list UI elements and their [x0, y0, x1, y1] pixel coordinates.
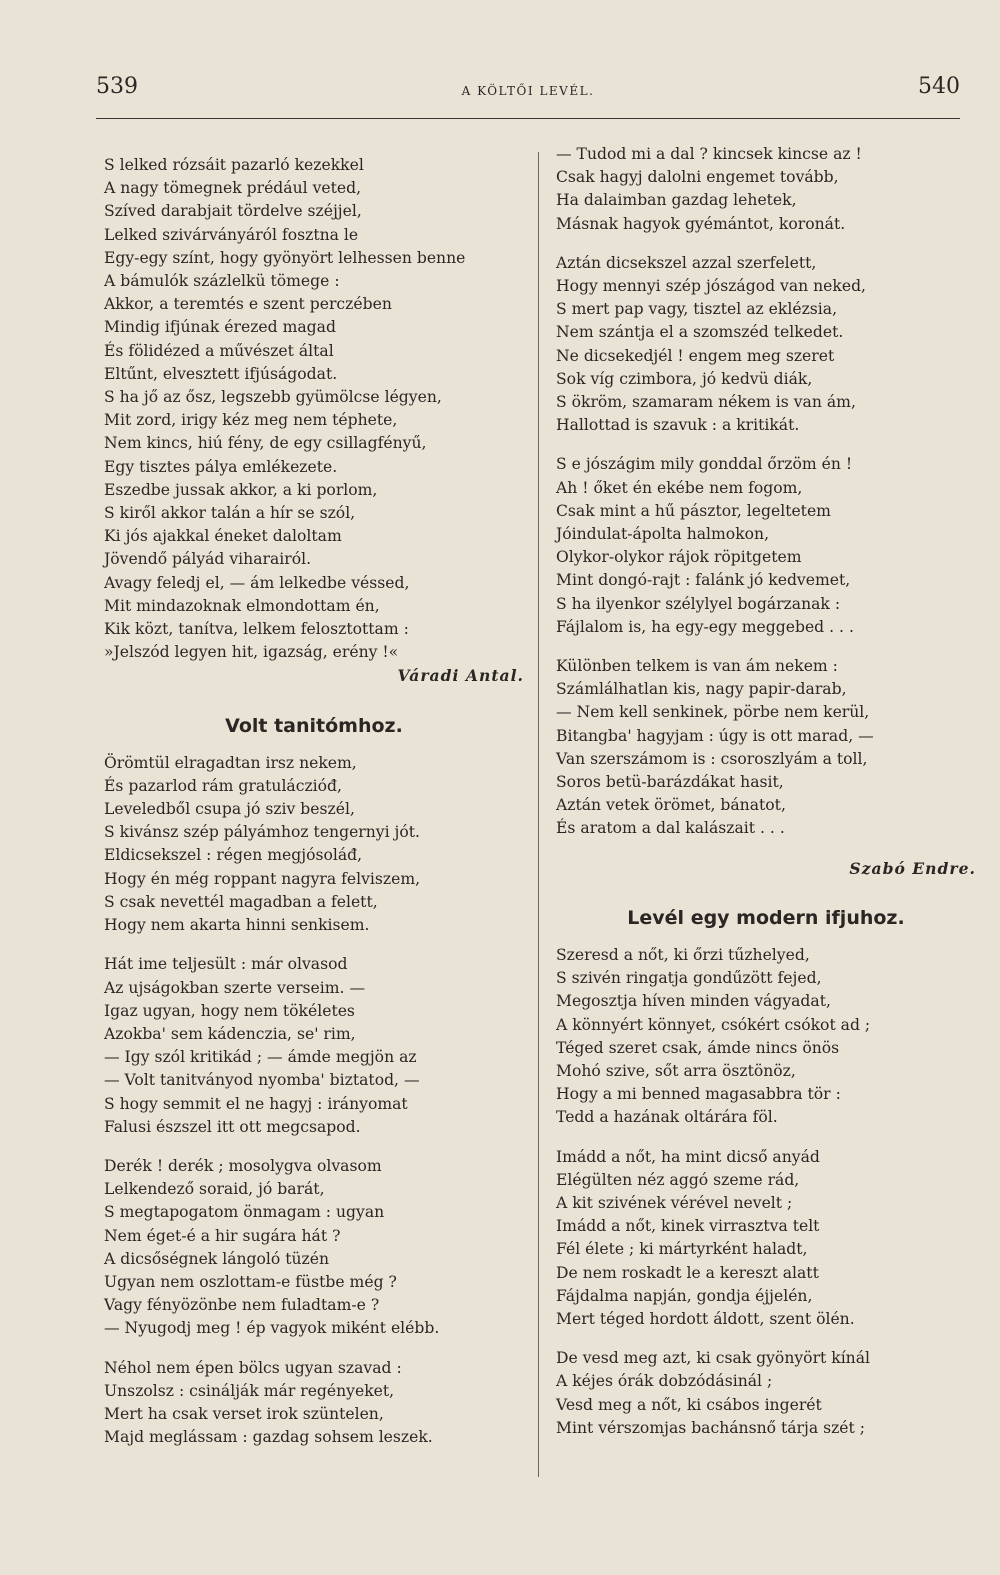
poem-2-body	[104, 752, 524, 1450]
verse-line: Hogy nem akarta hinni senkisem.	[104, 916, 370, 935]
verse-line: És pazarlod rám gratuláczióđ,	[104, 776, 342, 795]
verse-line: — Volt tanitványod nyomba' biztatod, —	[104, 1071, 420, 1090]
verse-line: S kivánsz szép pályámhoz tengernyi jót.	[104, 823, 420, 842]
verse-line: S ha ilyenkor szélylyel bogárzanak :	[556, 594, 841, 613]
verse-line: Igaz ugyan, hogy nem tökéletes	[104, 1001, 355, 1020]
verse-line: Fájlalom is, ha egy-egy meggebed . . .	[556, 617, 854, 636]
verse-line: Lelkendező soraid, jó barát,	[104, 1180, 325, 1199]
verse-line: Aztán dicsekszel azzal szerfelett,	[556, 253, 817, 272]
stanza	[556, 944, 976, 1130]
verse-line: Hát ime teljesült : már olvasod	[104, 955, 348, 974]
verse-line: Fájdalma napján, gondja éjjelén,	[556, 1286, 813, 1305]
verse-line: S szivén ringatja gondűzött fejed,	[556, 969, 822, 988]
verse-line: S e jószágim mily gonddal őrzöm én !	[556, 455, 853, 474]
verse-line: Másnak hagyok gyémántot, koronát.	[556, 214, 846, 233]
verse-line: Imádd a nőt, kinek virrasztva telt	[556, 1217, 820, 1236]
verse-line: — Igy szól kritikád ; — ámde megjön az	[104, 1048, 417, 1067]
verse-line: Mint vérszomjas bachánsnő tárja szét ;	[556, 1418, 866, 1437]
verse-line: Olykor-olykor rájok röpitgetem	[556, 548, 802, 567]
verse-line: Eldicsekszel : régen megjósoláđ,	[104, 846, 363, 865]
verse-line: Mert téged hordott áldott, szent ölén.	[556, 1309, 855, 1328]
verse-line: A könnyért könnyet, csókért csókot ad ;	[556, 1015, 871, 1034]
verse-line: Hogy én még roppant nagyra felviszem,	[104, 869, 421, 888]
verse-line: Szíved darabjait tördelve széjjel,	[104, 202, 362, 221]
verse-line: Mit mindazoknak elmondottam én,	[104, 596, 380, 615]
verse-line: Akkor, a teremtés e szent perczében	[104, 295, 392, 314]
verse-line: Egy tisztes pálya emlékezete.	[104, 457, 338, 476]
poem-2-signature: Szabó Endre.	[849, 858, 976, 878]
verse-line: Az ujságokban szerte verseim. —	[104, 978, 366, 997]
verse-line: Derék ! derék ; mosolygva olvasom	[104, 1156, 382, 1175]
stanza	[556, 143, 976, 236]
verse-line: Lelked szivárványáról fosztna le	[104, 225, 359, 244]
poem-1-body	[104, 154, 524, 664]
verse-line: Ah ! őket én ekébe nem fogom,	[556, 478, 803, 497]
verse-line: S mert pap vagy, tisztel az eklézsia,	[556, 300, 838, 319]
verse-line: Azokba' sem kádenczia, se' rim,	[104, 1024, 356, 1043]
verse-line: Unszolsz : csinálják már regényeket,	[104, 1381, 395, 1400]
verse-line: Jövendő pályád viharairól.	[104, 550, 312, 569]
poem-3-body	[556, 944, 976, 1440]
verse-line: S megtapogatom önmagam : ugyan	[104, 1203, 385, 1222]
verse-line: Majd meglássam : gazdag sohsem leszek.	[104, 1428, 433, 1447]
stanza	[556, 252, 976, 438]
poem-1-signature: Váradi Antal.	[397, 666, 524, 686]
verse-line: Megosztja híven minden vágyadat,	[556, 992, 831, 1011]
verse-line: A kit szivének vérével nevelt ;	[556, 1193, 793, 1212]
verse-line: Téged szeret csak, ámde nincs önös	[556, 1038, 840, 1057]
verse-line: Eltűnt, elvesztett ifjúságodat.	[104, 364, 338, 383]
verse-line: Örömtül elragadtan irsz nekem,	[104, 753, 357, 772]
verse-line: Ugyan nem oszlottam-e füstbe még ?	[104, 1272, 397, 1291]
verse-line: Nem éget-é a hir sugára hát ?	[104, 1226, 341, 1245]
verse-line: Eszedbe jussak akkor, a ki porlom,	[104, 480, 378, 499]
verse-line: Mindig ifjúnak érezed magad	[104, 318, 336, 337]
verse-line: Nem szántja el a szomszéd telkedet.	[556, 323, 844, 342]
verse-line: Különben telkem is van ám nekem :	[556, 657, 838, 676]
verse-line: Hogy mennyi szép jószágod van neked,	[556, 277, 867, 296]
verse-line: A bámulók százlelkü tömege :	[104, 272, 340, 291]
verse-line: Ha dalaimban gazdag lehetek,	[556, 191, 797, 210]
verse-line: Elégülten néz aggó szeme rád,	[556, 1170, 800, 1189]
verse-line: Néhol nem épen bölcs ugyan szavad :	[104, 1358, 402, 1377]
verse-line: — Nem kell senkinek, pörbe nem kerül,	[556, 703, 870, 722]
verse-line: Mohó szive, sőt arra ösztönöz,	[556, 1061, 796, 1080]
verse-line: S ökröm, szamaram nékem is van ám,	[556, 393, 856, 412]
verse-line: Számlálhatlan kis, nagy papir-darab,	[556, 680, 847, 699]
stanza	[556, 1146, 976, 1332]
verse-line: Tedd a hazának oltárára föl.	[556, 1108, 778, 1127]
verse-line: Mit zord, irigy kéz meg nem téphete,	[104, 411, 398, 430]
stanza	[104, 953, 524, 1139]
verse-line: S lelked rózsáit pazarló kezekkel	[104, 156, 364, 174]
verse-line: A kéjes órák dobzódásinál ;	[556, 1372, 773, 1391]
verse-line: De nem roskadt le a kereszt alatt	[556, 1263, 819, 1282]
stanza	[556, 1347, 976, 1440]
verse-line: Kik közt, tanítva, lelkem felosztottam :	[104, 620, 409, 639]
verse-line: Mert ha csak verset irok szüntelen,	[104, 1404, 384, 1423]
verse-line: Sok víg czimbora, jó kedvü diák,	[556, 369, 813, 388]
stanza	[104, 752, 524, 938]
verse-line: És fölidézed a művészet által	[104, 341, 334, 360]
page-number-right: 540	[918, 74, 960, 99]
poem-2-title: Volt tanitómhoz.	[225, 714, 403, 737]
verse-line: Falusi észszel itt ott megcsapod.	[104, 1117, 361, 1136]
verse-line: Jóindulat-ápolta halmokon,	[556, 525, 770, 544]
verse-line: Hallottad is szavuk : a kritikát.	[556, 416, 800, 435]
verse-line: Mint dongó-rajt : falánk jó kedvemet,	[556, 571, 851, 590]
verse-line: Ki jós ajakkal éneket daloltam	[104, 527, 342, 546]
verse-line: Soros betü-barázdákat hasit,	[556, 773, 784, 792]
verse-line: — Tudod mi a dal ? kincsek kincse az !	[556, 145, 862, 163]
verse-line: Vesd meg a nőt, ki csábos ingerét	[556, 1395, 822, 1414]
verse-line: S hogy semmit el ne hagyj : irányomat	[104, 1094, 408, 1113]
verse-line: Van szerszámom is : csoroszlyám a toll,	[556, 749, 868, 768]
verse-line: A dicsőségnek lángoló tüzén	[104, 1249, 330, 1268]
header-rule	[96, 118, 960, 119]
verse-line: »Jelszód legyen hit, igazság, erény !«	[104, 643, 399, 662]
verse-line: És aratom a dal kalászait . . .	[556, 819, 785, 838]
verse-line: Leveledből csupa jó sziv beszél,	[104, 800, 355, 819]
verse-line: — Nyugodj meg ! ép vagyok miként elébb.	[104, 1319, 440, 1338]
column-divider	[538, 152, 539, 1477]
verse-line: S csak nevettél magadban a felett,	[104, 892, 378, 911]
verse-line: A nagy tömegnek prédául veted,	[104, 179, 362, 198]
verse-line: Csak hagyj dalolni engemet tovább,	[556, 168, 839, 187]
verse-line: De vesd meg azt, ki csak gyönyört kínál	[556, 1349, 871, 1368]
verse-line: S ha jő az ősz, legszebb gyümölcse légyen,	[104, 388, 442, 407]
verse-line: Aztán vetek örömet, bánatot,	[556, 796, 786, 815]
verse-line: Csak mint a hű pásztor, legeltetem	[556, 501, 831, 520]
verse-line: Imádd a nőt, ha mint dicső anyád	[556, 1147, 820, 1166]
poem-3-title: Levél egy modern ifjuhoz.	[627, 906, 905, 929]
page-header	[96, 74, 960, 110]
running-title: A KÖLTŐI LEVÉL.	[461, 84, 595, 98]
verse-line: Avagy feledj el, — ám lelkedbe véssed,	[104, 573, 410, 592]
stanza	[556, 453, 976, 639]
stanza	[104, 1155, 524, 1341]
verse-line: Egy-egy színt, hogy gyönyört lelhessen benne	[104, 248, 466, 267]
verse-line: Ne dicsekedjél ! engem meg szeret	[556, 346, 835, 365]
verse-line: Szeresd a nőt, ki őrzi tűzhelyed,	[556, 945, 810, 964]
left-column	[104, 154, 524, 1465]
verse-line: Hogy a mi benned magasabbra tör :	[556, 1085, 841, 1104]
verse-line: Bitangba' hagyjam : úgy is ott marad, —	[556, 726, 874, 745]
verse-line: Vagy fényözönbe nem fuladtam-e ?	[104, 1296, 380, 1315]
verse-line: Fél élete ; ki mártyrként haladt,	[556, 1240, 808, 1259]
page-number-left: 539	[96, 74, 138, 99]
poem-2-continuation	[556, 143, 976, 841]
stanza	[556, 655, 976, 841]
stanza	[104, 1357, 524, 1450]
verse-line: S kiről akkor talán a hír se szól,	[104, 504, 356, 523]
right-column	[556, 143, 976, 1456]
verse-line: Nem kincs, hiú fény, de egy csillagfényű,	[104, 434, 427, 453]
